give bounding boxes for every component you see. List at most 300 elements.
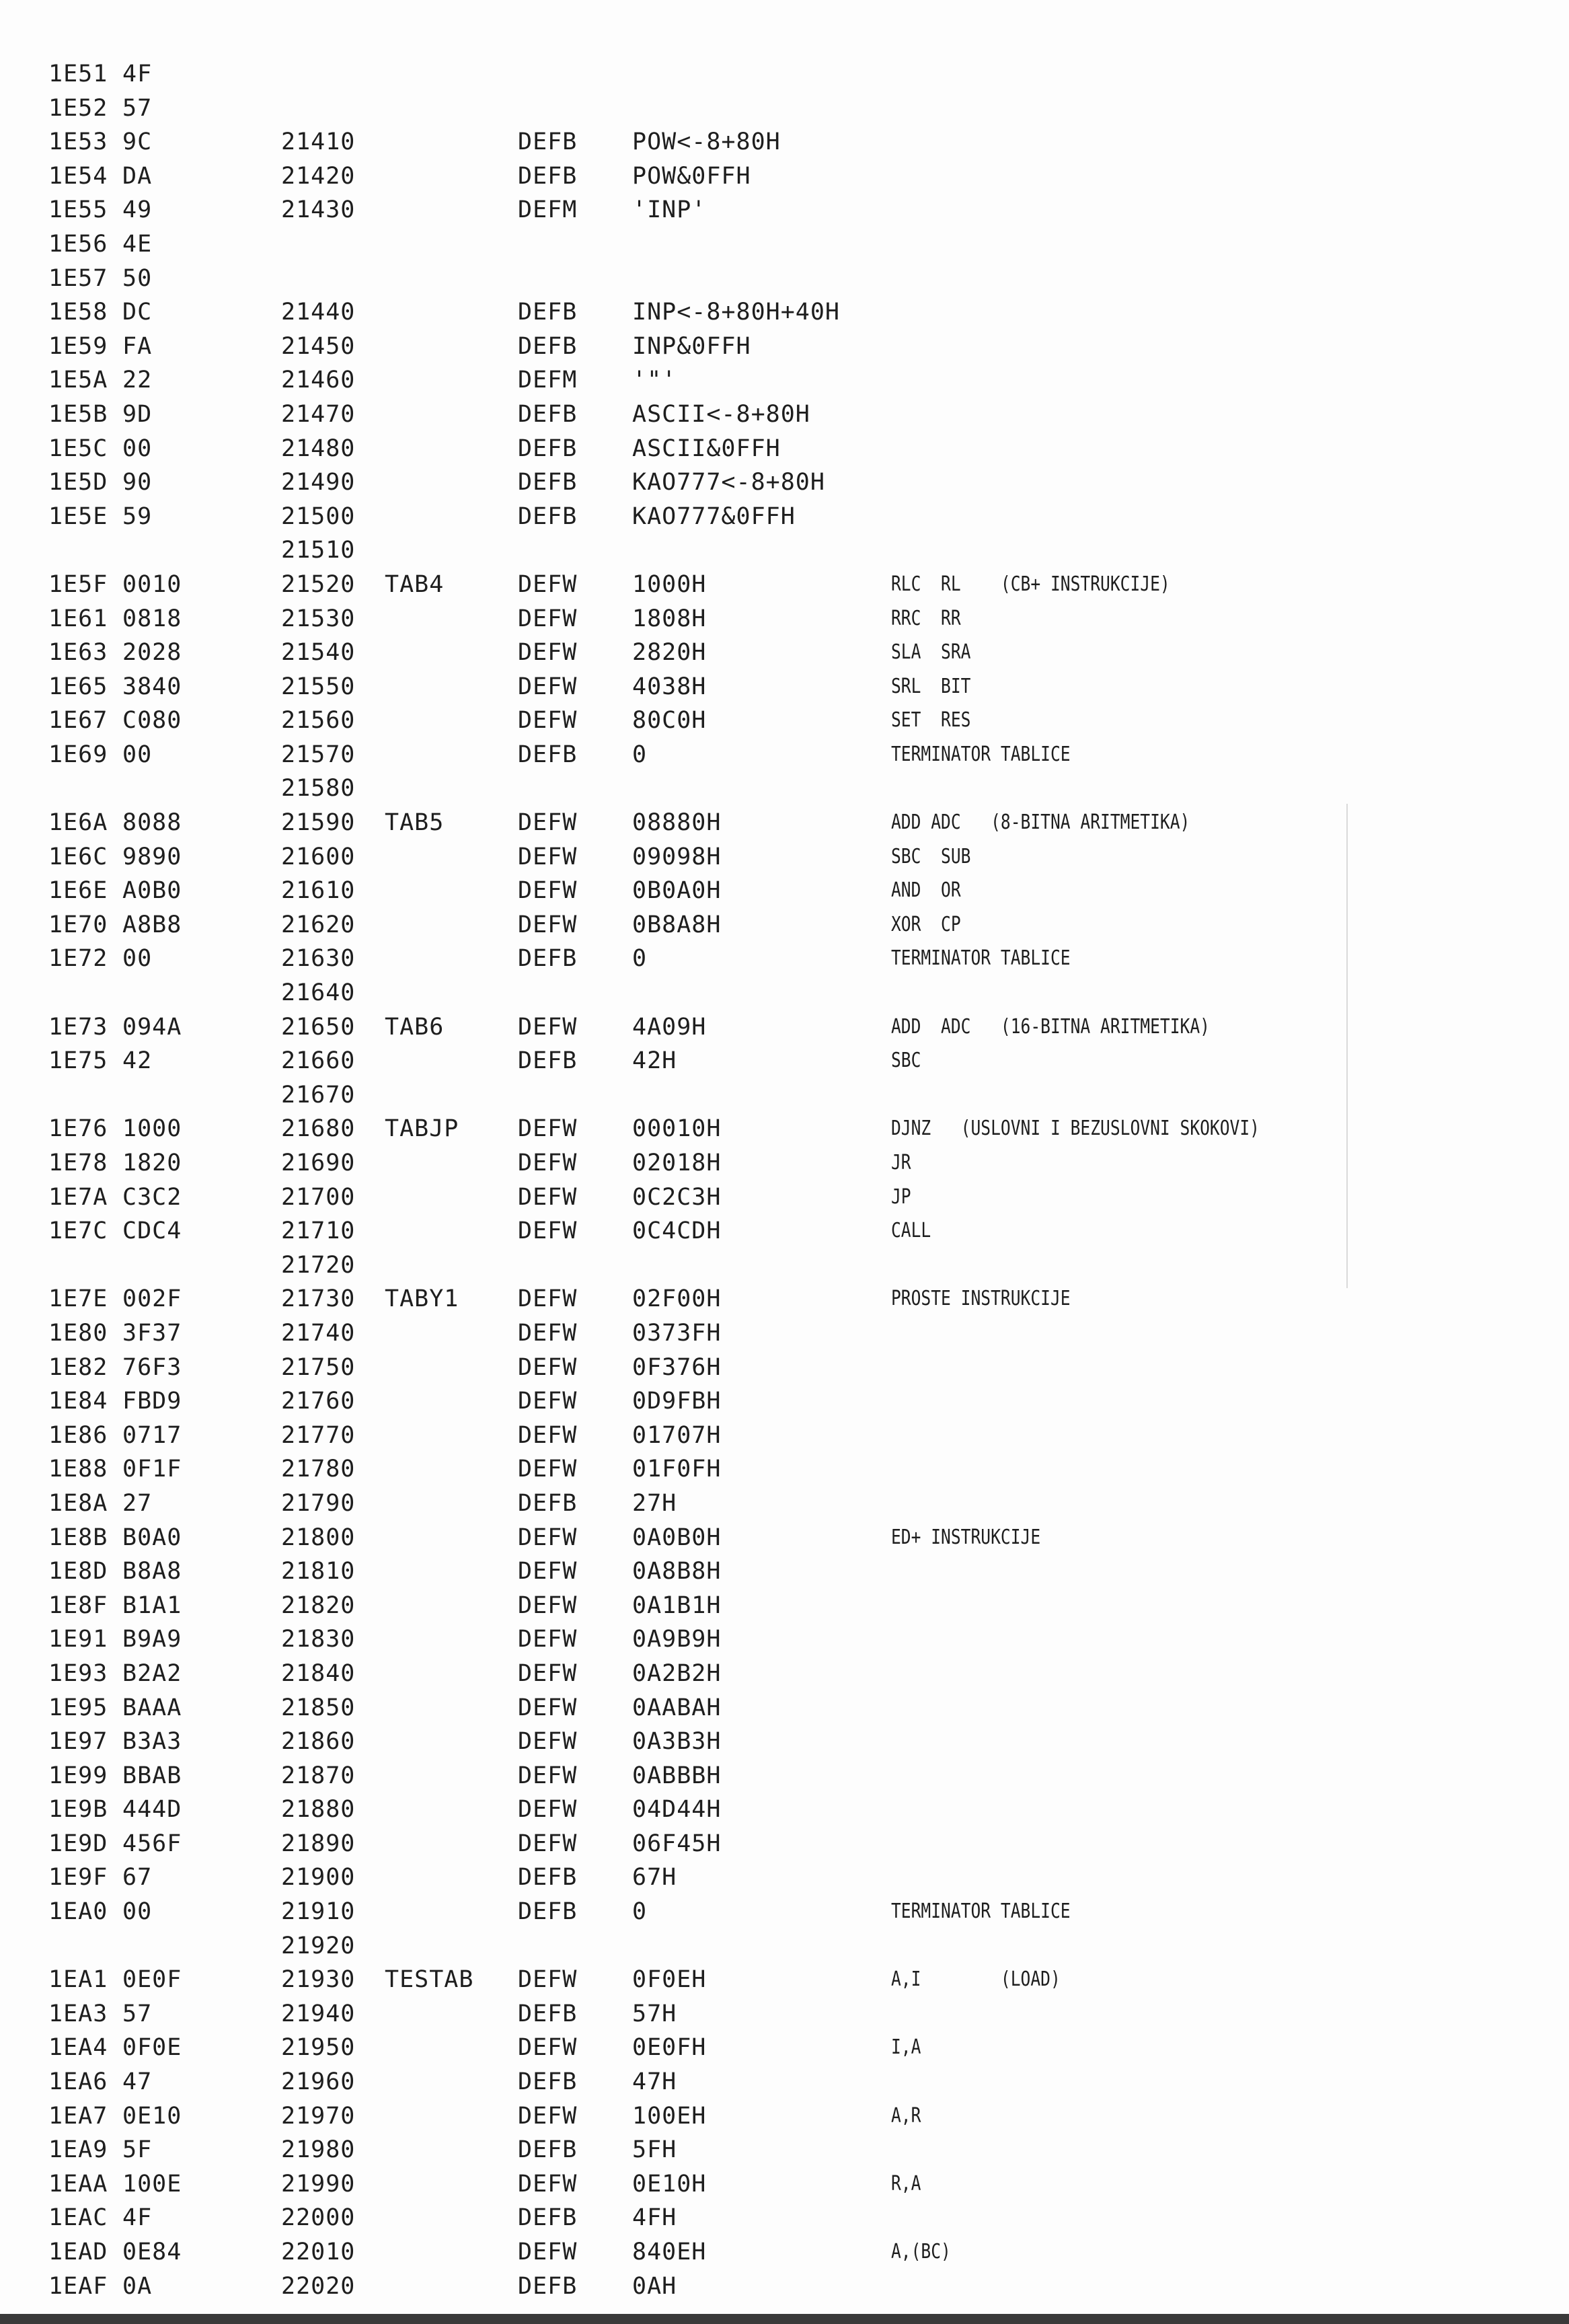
object-code-cell: 50 [122, 264, 153, 292]
directive-cell: DEFW [518, 1285, 578, 1313]
object-code-cell: 00 [122, 435, 153, 462]
comment-cell: SBC [891, 1049, 921, 1073]
address-cell: 1E61 [48, 605, 108, 632]
listing-row [0, 738, 1569, 772]
address-cell: 1EA3 [48, 2000, 108, 2027]
address-cell: 1E51 [48, 61, 108, 87]
operand-cell: 0B0A0H [632, 877, 722, 905]
address-cell: 1E8B [48, 1524, 108, 1551]
line-number-cell: 21460 [281, 367, 356, 394]
operand-cell: 840EH [632, 2239, 707, 2265]
address-cell: 1E5E [48, 502, 108, 530]
listing-row [0, 1010, 1569, 1045]
address-cell: 1EA7 [48, 2102, 108, 2130]
directive-cell: DEFB [518, 1489, 578, 1517]
address-cell: 1E65 [48, 673, 108, 700]
directive-cell: DEFW [518, 1319, 578, 1347]
listing-row [0, 568, 1569, 602]
line-number-cell: 21690 [281, 1150, 356, 1176]
directive-cell: DEFB [518, 162, 578, 190]
line-number-cell: 21970 [281, 2102, 356, 2130]
listing-row [0, 1384, 1569, 1419]
address-cell: 1E69 [48, 741, 108, 768]
operand-cell: 1000H [632, 570, 707, 598]
address-cell: 1E86 [48, 1421, 108, 1449]
directive-cell: DEFB [518, 299, 578, 326]
operand-cell: 00010H [632, 1115, 722, 1143]
operand-cell: ASCII<-8+80H [632, 400, 810, 428]
comment-cell: JR [891, 1151, 911, 1174]
listing-row [0, 432, 1569, 466]
object-code-cell: 0717 [122, 1421, 182, 1449]
assembly-listing [0, 57, 1569, 2303]
object-code-cell: 00 [122, 945, 153, 973]
operand-cell: 0B8A8H [632, 911, 722, 938]
directive-cell: DEFB [518, 741, 578, 768]
listing-row [0, 1521, 1569, 1555]
listing-row [0, 1214, 1569, 1248]
listing-row [0, 57, 1569, 91]
line-number-cell: 21790 [281, 1489, 356, 1517]
line-number-cell: 21600 [281, 843, 356, 870]
operand-cell: 0373FH [632, 1319, 722, 1347]
object-code-cell: 0F1F [122, 1456, 182, 1483]
listing-row [0, 1452, 1569, 1487]
line-number-cell: 21930 [281, 1966, 356, 1994]
address-cell: 1E56 [48, 230, 108, 258]
address-cell: 1E82 [48, 1353, 108, 1381]
address-cell: 1EA1 [48, 1966, 108, 1994]
listing-row [0, 1589, 1569, 1623]
line-number-cell: 21800 [281, 1524, 356, 1551]
object-code-cell: 100E [122, 2170, 182, 2198]
operand-cell: 0AABAH [632, 1694, 722, 1721]
operand-cell: 02018H [632, 1150, 722, 1176]
line-number-cell: 21480 [281, 435, 356, 462]
line-number-cell: 21520 [281, 570, 356, 598]
directive-cell: DEFW [518, 2239, 578, 2265]
line-number-cell: 21850 [281, 1694, 356, 1721]
listing-row [0, 2099, 1569, 2134]
operand-cell: 0C4CDH [632, 1217, 722, 1245]
listing-row [0, 1146, 1569, 1180]
object-code-cell: 0F0E [122, 2034, 182, 2062]
operand-cell: 4A09H [632, 1013, 707, 1041]
line-number-cell: 21880 [281, 1796, 356, 1824]
object-code-cell: DA [122, 162, 153, 190]
line-number-cell: 21550 [281, 673, 356, 700]
label-cell: TESTAB [385, 1966, 474, 1994]
listing-row [0, 704, 1569, 738]
object-code-cell: 1000 [122, 1115, 182, 1143]
address-cell: 1E8D [48, 1558, 108, 1585]
directive-cell: DEFW [518, 2034, 578, 2062]
listing-row [0, 295, 1569, 330]
listing-row [0, 2201, 1569, 2235]
comment-cell: AND OR [891, 878, 961, 903]
operand-cell: 80C0H [632, 707, 707, 735]
line-number-cell: 21450 [281, 332, 356, 360]
address-cell: 1E54 [48, 162, 108, 190]
object-code-cell: 49 [122, 196, 153, 224]
line-number-cell: 21670 [281, 1081, 356, 1109]
directive-cell: DEFW [518, 1150, 578, 1176]
listing-row [0, 2065, 1569, 2099]
directive-cell: DEFW [518, 1183, 578, 1211]
directive-cell: DEFW [518, 570, 578, 598]
object-code-cell: 4E [122, 230, 153, 258]
comment-cell: TERMINATOR TABLICE [891, 1900, 1071, 1924]
line-number-cell: 21660 [281, 1047, 356, 1075]
object-code-cell: 4F [122, 61, 153, 87]
label-cell: TABJP [385, 1115, 459, 1143]
comment-cell: CALL [891, 1219, 931, 1243]
directive-cell: DEFB [518, 1864, 578, 1891]
listing-row [0, 2235, 1569, 2270]
object-code-cell: 22 [122, 367, 153, 394]
page-bottom-edge [0, 2314, 1569, 2324]
comment-cell: JP [891, 1185, 911, 1209]
line-number-cell: 21700 [281, 1183, 356, 1211]
line-number-cell: 21410 [281, 128, 356, 156]
operand-cell: 0ABBBH [632, 1762, 722, 1789]
line-number-cell: 21950 [281, 2034, 356, 2062]
listing-row [0, 2270, 1569, 2304]
listing-row [0, 330, 1569, 364]
object-code-cell: 1820 [122, 1150, 182, 1176]
directive-cell: DEFW [518, 2102, 578, 2130]
object-code-cell: 59 [122, 502, 153, 530]
line-number-cell: 21990 [281, 2170, 356, 2198]
directive-cell: DEFB [518, 469, 578, 496]
operand-cell: 0C2C3H [632, 1183, 722, 1211]
object-code-cell: BBAB [122, 1762, 182, 1789]
comment-cell: A,R [891, 2103, 921, 2128]
object-code-cell: CDC4 [122, 1217, 182, 1245]
object-code-cell: 456F [122, 1830, 182, 1857]
operand-cell: 47H [632, 2068, 677, 2096]
directive-cell: DEFW [518, 1013, 578, 1041]
address-cell: 1E53 [48, 128, 108, 156]
line-number-cell: 21430 [281, 196, 356, 224]
directive-cell: DEFW [518, 1659, 578, 1687]
listing-row [0, 1657, 1569, 1691]
operand-cell: 0A2B2H [632, 1659, 722, 1687]
object-code-cell: 9C [122, 128, 153, 156]
line-number-cell: 21810 [281, 1558, 356, 1585]
operand-cell: 0 [632, 741, 648, 768]
directive-cell: DEFW [518, 1115, 578, 1143]
operand-cell: 100EH [632, 2102, 707, 2130]
address-cell: 1E9B [48, 1796, 108, 1824]
listing-row [0, 1112, 1569, 1146]
listing-row [0, 602, 1569, 636]
object-code-cell: 57 [122, 2000, 153, 2027]
object-code-cell: B0A0 [122, 1524, 182, 1551]
listing-row [0, 840, 1569, 874]
address-cell: 1EAC [48, 2204, 108, 2232]
comment-cell: A,I (LOAD) [891, 1967, 1061, 1992]
listing-row [0, 125, 1569, 159]
object-code-cell: 3F37 [122, 1319, 182, 1347]
directive-cell: DEFW [518, 843, 578, 870]
comment-cell: ED+ INSTRUKCIJE [891, 1525, 1041, 1549]
object-code-cell: 0E0F [122, 1966, 182, 1994]
address-cell: 1E95 [48, 1694, 108, 1721]
operand-cell: 02F00H [632, 1285, 722, 1313]
directive-cell: DEFW [518, 1217, 578, 1245]
operand-cell: 27H [632, 1489, 677, 1517]
operand-cell: 08880H [632, 809, 722, 837]
address-cell: 1E63 [48, 639, 108, 667]
listing-row [0, 1759, 1569, 1793]
address-cell: 1E76 [48, 1115, 108, 1143]
listing-row [0, 670, 1569, 704]
directive-cell: DEFW [518, 639, 578, 667]
listing-row [0, 1487, 1569, 1521]
listing-row [0, 1691, 1569, 1725]
directive-cell: DEFB [518, 435, 578, 462]
listing-row [0, 1554, 1569, 1589]
object-code-cell: 0A [122, 2272, 153, 2300]
address-cell: 1E59 [48, 332, 108, 360]
operand-cell: KAO777&0FFH [632, 502, 796, 530]
address-cell: 1EAA [48, 2170, 108, 2198]
object-code-cell: 0010 [122, 570, 182, 598]
address-cell: 1E5C [48, 435, 108, 462]
line-number-cell: 21900 [281, 1864, 356, 1891]
operand-cell: 0 [632, 1898, 648, 1926]
line-number-cell: 21770 [281, 1421, 356, 1449]
line-number-cell: 21440 [281, 299, 356, 326]
object-code-cell: A0B0 [122, 877, 182, 905]
listing-row [0, 1827, 1569, 1861]
directive-cell: DEFW [518, 1388, 578, 1415]
listing-row [0, 227, 1569, 262]
line-number-cell: 21590 [281, 809, 356, 837]
listing-row [0, 1725, 1569, 1759]
directive-cell: DEFB [518, 2204, 578, 2232]
address-cell: 1E6E [48, 877, 108, 905]
directive-cell: DEFW [518, 809, 578, 837]
listing-row [0, 636, 1569, 670]
comment-cell: SBC SUB [891, 844, 971, 868]
object-code-cell: FBD9 [122, 1388, 182, 1415]
directive-cell: DEFB [518, 1047, 578, 1075]
address-cell: 1E5B [48, 400, 108, 428]
object-code-cell: 4F [122, 2204, 153, 2232]
line-number-cell: 21730 [281, 1285, 356, 1313]
line-number-cell: 21470 [281, 400, 356, 428]
operand-cell: 01F0FH [632, 1456, 722, 1483]
address-cell: 1E8A [48, 1489, 108, 1517]
line-number-cell: 21830 [281, 1626, 356, 1653]
directive-cell: DEFW [518, 877, 578, 905]
address-cell: 1E6C [48, 843, 108, 870]
listing-row [0, 1861, 1569, 1895]
line-number-cell: 21820 [281, 1591, 356, 1619]
line-number-cell: 21740 [281, 1319, 356, 1347]
address-cell: 1E57 [48, 264, 108, 292]
comment-cell: DJNZ (USLOVNI I BEZUSLOVNI SKOKOVI) [891, 1117, 1260, 1141]
listing-row [0, 193, 1569, 227]
line-number-cell: 21620 [281, 911, 356, 938]
operand-cell: 4038H [632, 673, 707, 700]
object-code-cell: 90 [122, 469, 153, 496]
listing-row [0, 806, 1569, 840]
operand-cell: 0D9FBH [632, 1388, 722, 1415]
line-number-cell: 21560 [281, 707, 356, 735]
directive-cell: DEFB [518, 2136, 578, 2164]
directive-cell: DEFW [518, 1421, 578, 1449]
address-cell: 1E72 [48, 945, 108, 973]
comment-cell: PROSTE INSTRUKCIJE [891, 1287, 1071, 1311]
object-code-cell: 9D [122, 400, 153, 428]
object-code-cell: 76F3 [122, 1353, 182, 1381]
operand-cell: 1808H [632, 605, 707, 632]
address-cell: 1E52 [48, 94, 108, 122]
line-number-cell: 22000 [281, 2204, 356, 2232]
operand-cell: 0A1B1H [632, 1591, 722, 1619]
object-code-cell: 67 [122, 1864, 153, 1891]
listing-row [0, 91, 1569, 126]
operand-cell: 0A0B0H [632, 1524, 722, 1551]
address-cell: 1E9F [48, 1864, 108, 1891]
directive-cell: DEFW [518, 1524, 578, 1551]
comment-cell: ADD ADC (16-BITNA ARITMETIKA) [891, 1014, 1210, 1039]
object-code-cell: FA [122, 332, 153, 360]
listing-row [0, 772, 1569, 806]
comment-cell: TERMINATOR TABLICE [891, 946, 1071, 971]
line-number-cell: 21680 [281, 1115, 356, 1143]
directive-cell: DEFW [518, 1796, 578, 1824]
line-number-cell: 21510 [281, 537, 356, 564]
line-number-cell: 21540 [281, 639, 356, 667]
address-cell: 1E55 [48, 196, 108, 224]
listing-row [0, 1282, 1569, 1316]
directive-cell: DEFB [518, 128, 578, 156]
line-number-cell: 21920 [281, 1932, 356, 1959]
directive-cell: DEFB [518, 945, 578, 973]
object-code-cell: 5F [122, 2136, 153, 2164]
listing-row [0, 1929, 1569, 1963]
line-number-cell: 21940 [281, 2000, 356, 2027]
listing-row [0, 1248, 1569, 1283]
object-code-cell: 0818 [122, 605, 182, 632]
directive-cell: DEFB [518, 2000, 578, 2027]
address-cell: 1E80 [48, 1319, 108, 1347]
comment-cell: TERMINATOR TABLICE [891, 742, 1071, 766]
line-number-cell: 21530 [281, 605, 356, 632]
address-cell: 1EAF [48, 2272, 108, 2300]
operand-cell: POW<-8+80H [632, 128, 781, 156]
object-code-cell: 9890 [122, 843, 182, 870]
operand-cell: 0A8B8H [632, 1558, 722, 1585]
line-number-cell: 21580 [281, 775, 356, 802]
operand-cell: 09098H [632, 843, 722, 870]
listing-row [0, 942, 1569, 976]
listing-row [0, 1997, 1569, 2031]
label-cell: TAB6 [385, 1013, 445, 1041]
comment-cell: A,(BC) [891, 2240, 951, 2263]
object-code-cell: 444D [122, 1796, 182, 1824]
listing-row [0, 500, 1569, 534]
address-cell: 1EA4 [48, 2034, 108, 2062]
directive-cell: DEFB [518, 1898, 578, 1926]
directive-cell: DEFB [518, 2068, 578, 2096]
directive-cell: DEFM [518, 196, 578, 224]
operand-cell: 0E0FH [632, 2034, 707, 2062]
object-code-cell: B8A8 [122, 1558, 182, 1585]
line-number-cell: 21640 [281, 979, 356, 1007]
object-code-cell: C080 [122, 707, 182, 735]
listing-row [0, 1963, 1569, 1997]
listing-row [0, 1622, 1569, 1657]
line-number-cell: 21870 [281, 1762, 356, 1789]
listing-row [0, 533, 1569, 568]
object-code-cell: 0E84 [122, 2239, 182, 2265]
operand-cell: 42H [632, 1047, 677, 1075]
comment-cell: SET RES [891, 708, 971, 733]
object-code-cell: 0E10 [122, 2102, 182, 2130]
operand-cell: 'INP' [632, 196, 707, 224]
directive-cell: DEFM [518, 367, 578, 394]
object-code-cell: B3A3 [122, 1728, 182, 1756]
object-code-cell: 2028 [122, 639, 182, 667]
listing-row [0, 1180, 1569, 1215]
directive-cell: DEFW [518, 1830, 578, 1857]
listing-row [0, 1419, 1569, 1453]
line-number-cell: 21750 [281, 1353, 356, 1381]
operand-cell: 01707H [632, 1421, 722, 1449]
directive-cell: DEFW [518, 707, 578, 735]
object-code-cell: 00 [122, 741, 153, 768]
comment-cell: SRL BIT [891, 674, 971, 698]
listing-row [0, 874, 1569, 908]
object-code-cell: 27 [122, 1489, 153, 1517]
listing-row [0, 2031, 1569, 2065]
comment-cell: XOR CP [891, 912, 961, 936]
listing-row [0, 1044, 1569, 1078]
address-cell: 1E5F [48, 570, 108, 598]
directive-cell: DEFB [518, 2272, 578, 2300]
listing-row [0, 465, 1569, 500]
directive-cell: DEFW [518, 1353, 578, 1381]
operand-cell: 0A9B9H [632, 1626, 722, 1653]
address-cell: 1E67 [48, 707, 108, 735]
listing-row [0, 976, 1569, 1010]
directive-cell: DEFW [518, 2170, 578, 2198]
address-cell: 1E88 [48, 1456, 108, 1483]
address-cell: 1E6A [48, 809, 108, 837]
line-number-cell: 21760 [281, 1388, 356, 1415]
line-number-cell: 21610 [281, 877, 356, 905]
line-number-cell: 21490 [281, 469, 356, 496]
listing-row [0, 2167, 1569, 2202]
address-cell: 1E91 [48, 1626, 108, 1653]
address-cell: 1E5D [48, 469, 108, 496]
object-code-cell: 002F [122, 1285, 182, 1313]
listing-row [0, 2133, 1569, 2167]
directive-cell: DEFW [518, 911, 578, 938]
operand-cell: 04D44H [632, 1796, 722, 1824]
operand-cell: 0 [632, 945, 648, 973]
object-code-cell: B9A9 [122, 1626, 182, 1653]
line-number-cell: 21500 [281, 502, 356, 530]
object-code-cell: 47 [122, 2068, 153, 2096]
directive-cell: DEFW [518, 1558, 578, 1585]
address-cell: 1E70 [48, 911, 108, 938]
